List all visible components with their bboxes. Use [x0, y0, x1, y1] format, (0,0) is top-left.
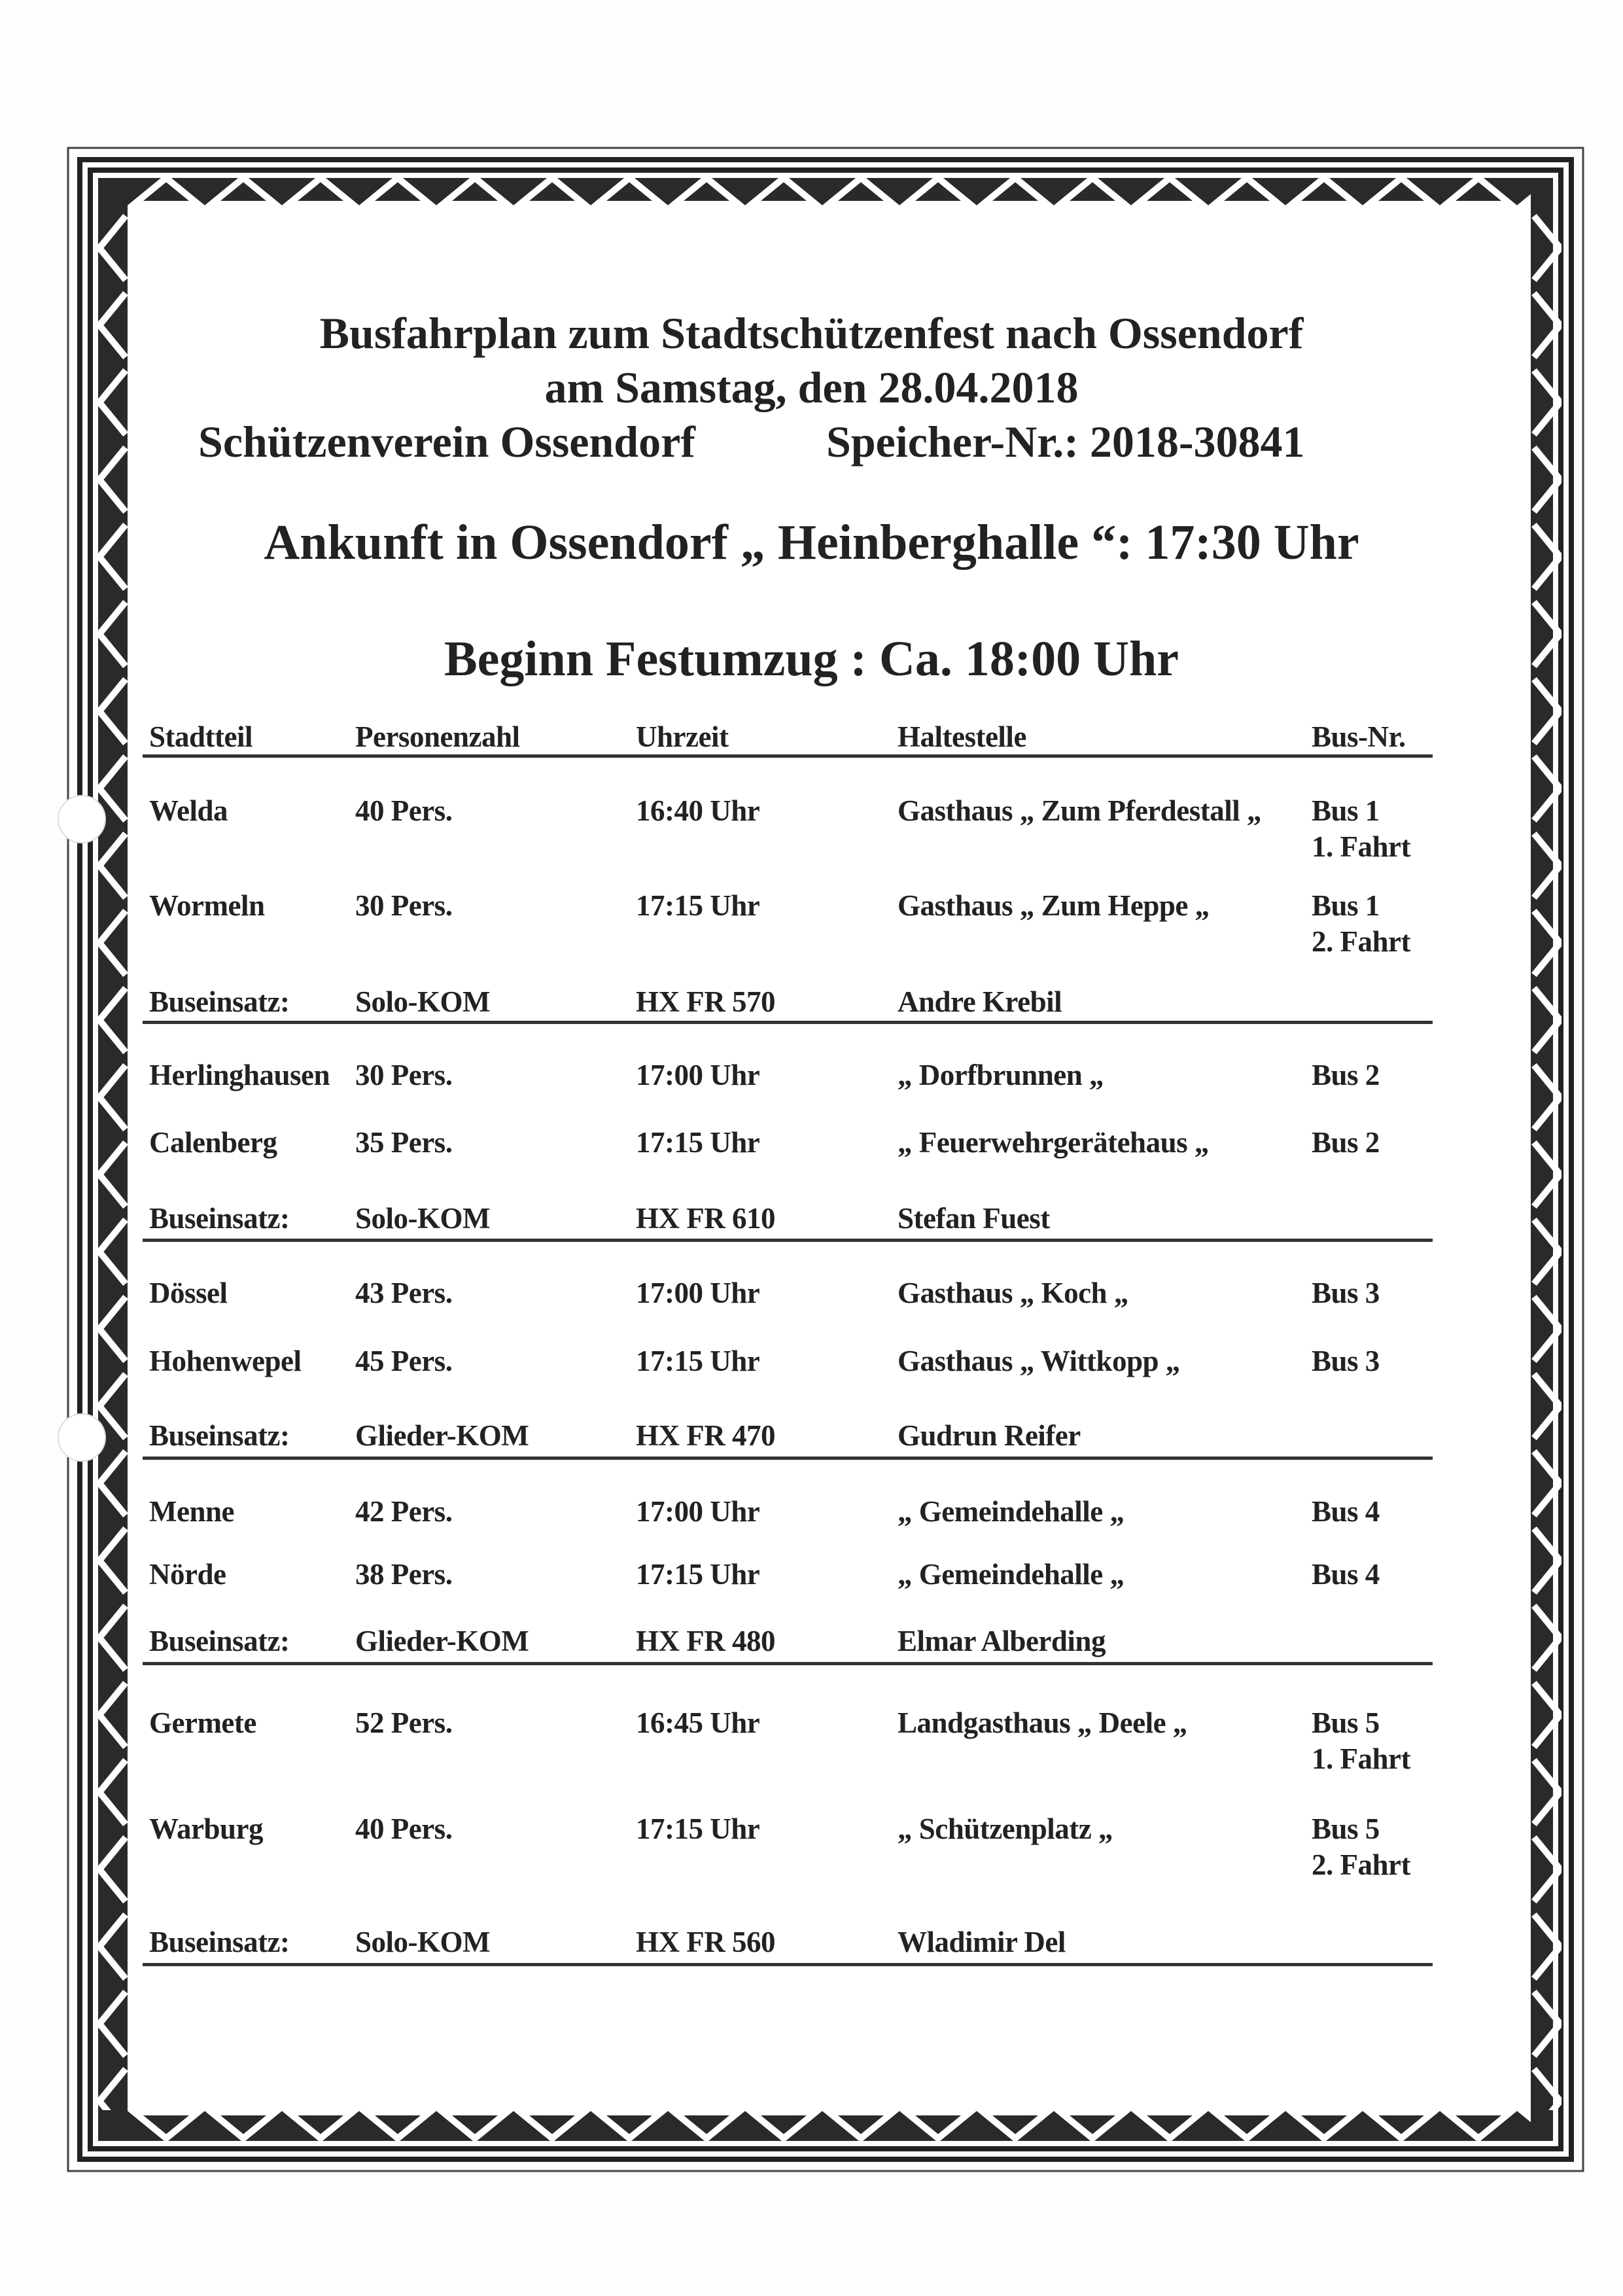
header-bus: Bus-Nr.	[1312, 720, 1406, 753]
stop-cell: „ Feuerwehrgerätehaus „	[898, 1126, 1209, 1159]
parade-start: Beginn Festumzug : Ca. 18:00 Uhr	[444, 631, 1179, 686]
trip-cell: 2. Fahrt	[1312, 1848, 1410, 1881]
district-cell: Germete	[149, 1706, 256, 1739]
district-cell: Wormeln	[149, 889, 265, 922]
stop-cell: Gasthaus „ Wittkopp „	[898, 1345, 1180, 1377]
bus-number-cell: Bus 3	[1312, 1277, 1380, 1309]
time-cell: 16:45 Uhr	[636, 1706, 760, 1739]
driver-cell: Elmar Alberding	[898, 1625, 1106, 1657]
memory-number: Speicher-Nr.: 2018-30841	[826, 417, 1305, 467]
deployment-label: Buseinsatz:	[149, 1419, 290, 1452]
license-plate-cell: HX FR 610	[636, 1202, 775, 1235]
bus-type-cell: Solo-KOM	[355, 985, 490, 1018]
persons-cell: 40 Pers.	[355, 1812, 453, 1845]
stop-cell: Gasthaus „ Zum Heppe „	[898, 889, 1210, 922]
title-line-1: Busfahrplan zum Stadtschützenfest nach Ossendorf	[319, 308, 1304, 358]
district-cell: Calenberg	[149, 1126, 277, 1159]
bus-number-cell: Bus 4	[1312, 1558, 1380, 1591]
bus-type-cell: Solo-KOM	[355, 1202, 490, 1235]
district-cell: Herlinghausen	[149, 1059, 330, 1091]
bus-number-cell: Bus 2	[1312, 1059, 1380, 1091]
bus-number-cell: Bus 3	[1312, 1345, 1380, 1377]
district-cell: Dössel	[149, 1277, 228, 1309]
stop-cell: „ Schützenplatz „	[898, 1812, 1113, 1845]
divider	[143, 1239, 1433, 1242]
trip-cell: 2. Fahrt	[1312, 925, 1410, 958]
punch-hole	[58, 1413, 106, 1462]
district-cell: Warburg	[149, 1812, 264, 1845]
persons-cell: 42 Pers.	[355, 1495, 453, 1528]
time-cell: 17:00 Uhr	[636, 1059, 760, 1091]
divider	[143, 1021, 1433, 1024]
bus-number-cell: Bus 5	[1312, 1706, 1380, 1739]
arrival-info: Ankunft in Ossendorf „ Heinberghalle “: 17:30 Uhr	[264, 515, 1359, 570]
persons-cell: 52 Pers.	[355, 1706, 453, 1739]
persons-cell: 43 Pers.	[355, 1277, 453, 1309]
district-cell: Nörde	[149, 1558, 226, 1591]
time-cell: 17:00 Uhr	[636, 1495, 760, 1528]
bus-type-cell: Glieder-KOM	[355, 1419, 529, 1452]
stop-cell: „ Dorfbrunnen „	[898, 1059, 1104, 1091]
bus-number-cell: Bus 1	[1312, 889, 1380, 922]
driver-cell: Wladimir Del	[898, 1926, 1066, 1958]
divider	[143, 1963, 1433, 1966]
persons-cell: 35 Pers.	[355, 1126, 453, 1159]
license-plate-cell: HX FR 560	[636, 1926, 775, 1958]
driver-cell: Stefan Fuest	[898, 1202, 1050, 1235]
divider	[143, 754, 1433, 758]
time-cell: 17:15 Uhr	[636, 889, 760, 922]
deployment-label: Buseinsatz:	[149, 985, 290, 1018]
stop-cell: Gasthaus „ Koch „	[898, 1277, 1128, 1309]
district-cell: Hohenwepel	[149, 1345, 302, 1377]
bus-type-cell: Glieder-KOM	[355, 1625, 529, 1657]
header-time: Uhrzeit	[636, 720, 729, 753]
header-district: Stadtteil	[149, 720, 253, 753]
club-name: Schützenverein Ossendorf	[198, 417, 695, 467]
bus-number-cell: Bus 4	[1312, 1495, 1380, 1528]
stop-cell: Landgasthaus „ Deele „	[898, 1706, 1187, 1739]
driver-cell: Gudrun Reifer	[898, 1419, 1081, 1452]
time-cell: 17:15 Uhr	[636, 1345, 760, 1377]
stop-cell: „ Gemeindehalle „	[898, 1558, 1125, 1591]
trip-cell: 1. Fahrt	[1312, 830, 1410, 863]
time-cell: 16:40 Uhr	[636, 794, 760, 827]
district-cell: Welda	[149, 794, 228, 827]
stop-cell: Gasthaus „ Zum Pferdestall „	[898, 794, 1262, 827]
divider	[143, 1457, 1433, 1460]
deployment-label: Buseinsatz:	[149, 1202, 290, 1235]
driver-cell: Andre Krebil	[898, 985, 1062, 1018]
persons-cell: 30 Pers.	[355, 1059, 453, 1091]
license-plate-cell: HX FR 570	[636, 985, 775, 1018]
persons-cell: 45 Pers.	[355, 1345, 453, 1377]
persons-cell: 38 Pers.	[355, 1558, 453, 1591]
bus-number-cell: Bus 5	[1312, 1812, 1380, 1845]
time-cell: 17:15 Uhr	[636, 1558, 760, 1591]
header-stop: Haltestelle	[898, 720, 1026, 753]
persons-cell: 40 Pers.	[355, 794, 453, 827]
divider	[143, 1662, 1433, 1665]
title-line-2: am Samstag, den 28.04.2018	[544, 362, 1079, 412]
time-cell: 17:15 Uhr	[636, 1126, 760, 1159]
stop-cell: „ Gemeindehalle „	[898, 1495, 1125, 1528]
time-cell: 17:15 Uhr	[636, 1812, 760, 1845]
punch-hole	[58, 795, 106, 843]
district-cell: Menne	[149, 1495, 234, 1528]
bus-number-cell: Bus 1	[1312, 794, 1380, 827]
bus-type-cell: Solo-KOM	[355, 1926, 490, 1958]
persons-cell: 30 Pers.	[355, 889, 453, 922]
license-plate-cell: HX FR 480	[636, 1625, 775, 1657]
deployment-label: Buseinsatz:	[149, 1625, 290, 1657]
trip-cell: 1. Fahrt	[1312, 1742, 1410, 1775]
deployment-label: Buseinsatz:	[149, 1926, 290, 1958]
header-persons: Personenzahl	[355, 720, 520, 753]
bus-number-cell: Bus 2	[1312, 1126, 1380, 1159]
license-plate-cell: HX FR 470	[636, 1419, 775, 1452]
time-cell: 17:00 Uhr	[636, 1277, 760, 1309]
